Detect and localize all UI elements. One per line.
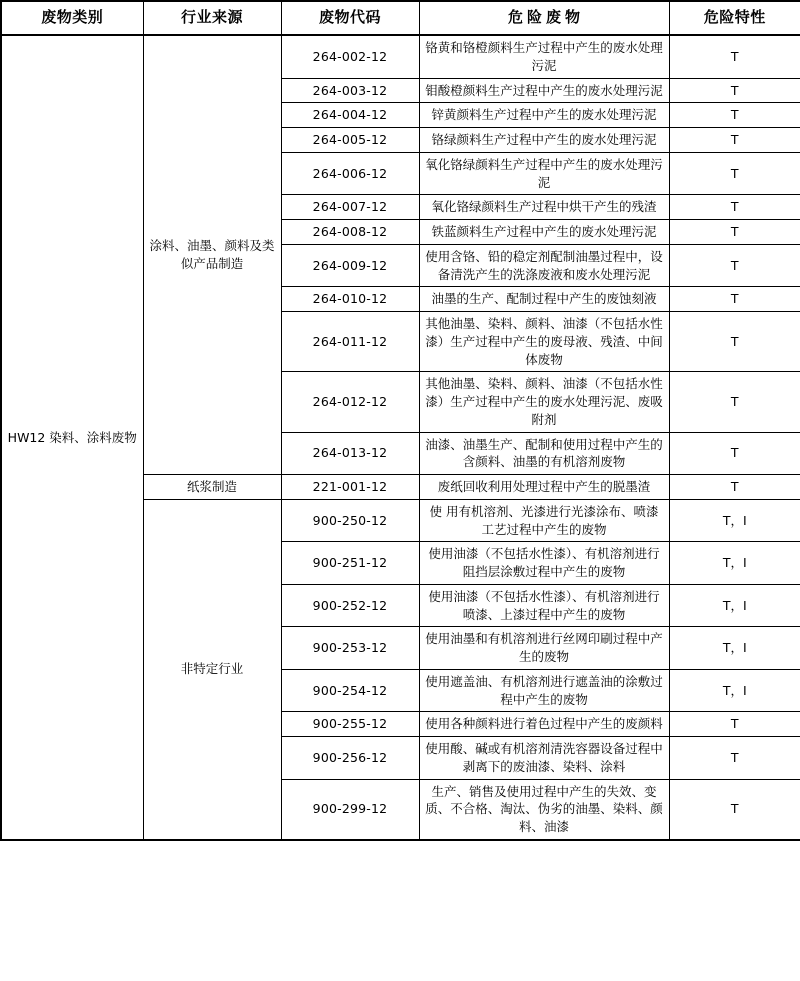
hazard-property-cell: T，I bbox=[669, 627, 800, 670]
hazard-property-cell: T，I bbox=[669, 669, 800, 712]
hazardous-waste-description-cell: 废纸回收利用处理过程中产生的脱墨渣 bbox=[419, 475, 669, 500]
hazard-property-cell: T bbox=[669, 195, 800, 220]
table-header bbox=[1, 1, 800, 35]
column-header-waste-code: 废物代码 bbox=[281, 1, 419, 35]
hazard-property-cell: T bbox=[669, 779, 800, 840]
waste-code-cell: 264-007-12 bbox=[281, 195, 419, 220]
column-header-hazardous-waste: 危险废物 bbox=[419, 1, 669, 35]
waste-code-cell: 264-006-12 bbox=[281, 152, 419, 195]
waste-code-cell: 264-012-12 bbox=[281, 372, 419, 432]
waste-code-cell: 264-011-12 bbox=[281, 312, 419, 372]
hazardous-waste-description-cell: 使用油墨和有机溶剂进行丝网印刷过程中产生的废物 bbox=[419, 627, 669, 670]
column-header-waste-category: 废物类别 bbox=[1, 1, 143, 35]
hazard-property-cell: T，I bbox=[669, 542, 800, 585]
waste-code-cell: 264-005-12 bbox=[281, 128, 419, 153]
table-row bbox=[1, 35, 800, 78]
hazard-property-cell: T bbox=[669, 103, 800, 128]
hazardous-waste-description-cell: 使用含铬、铅的稳定剂配制油墨过程中，设备清洗产生的洗涤废液和废水处理污泥 bbox=[419, 244, 669, 287]
hazard-property-cell: T bbox=[669, 372, 800, 432]
hazardous-waste-description-cell: 氧化铬绿颜料生产过程中产生的废水处理污泥 bbox=[419, 152, 669, 195]
hazard-property-cell: T bbox=[669, 712, 800, 737]
column-header-industry-source: 行业来源 bbox=[143, 1, 281, 35]
hazard-property-cell: T，I bbox=[669, 499, 800, 542]
table-body bbox=[1, 35, 800, 840]
hazard-property-cell: T bbox=[669, 312, 800, 372]
waste-code-cell: 264-009-12 bbox=[281, 244, 419, 287]
hazardous-waste-description-cell: 使用各种颜料进行着色过程中产生的废颜料 bbox=[419, 712, 669, 737]
hazard-property-cell: T，I bbox=[669, 584, 800, 627]
waste-code-cell: 900-250-12 bbox=[281, 499, 419, 542]
waste-code-cell: 221-001-12 bbox=[281, 475, 419, 500]
hazardous-waste-description-cell: 使用油漆（不包括水性漆）、有机溶剂进行喷漆、上漆过程中产生的废物 bbox=[419, 584, 669, 627]
hazard-property-cell: T bbox=[669, 432, 800, 475]
hazardous-waste-description-cell: 铬绿颜料生产过程中产生的废水处理污泥 bbox=[419, 128, 669, 153]
hazardous-waste-description-cell: 油墨的生产、配制过程中产生的废蚀刻液 bbox=[419, 287, 669, 312]
waste-code-cell: 264-003-12 bbox=[281, 78, 419, 103]
industry-source-cell: 涂料、油墨、颜料及类似产品制造 bbox=[143, 35, 281, 475]
hazard-property-cell: T bbox=[669, 287, 800, 312]
waste-code-cell: 900-255-12 bbox=[281, 712, 419, 737]
industry-source-cell: 纸浆制造 bbox=[143, 475, 281, 500]
waste-code-cell: 264-002-12 bbox=[281, 35, 419, 78]
hazardous-waste-description-cell: 使 用有机溶剂、光漆进行光漆涂布、喷漆工艺过程中产生的废物 bbox=[419, 499, 669, 542]
hazardous-waste-description-cell: 锌黄颜料生产过程中产生的废水处理污泥 bbox=[419, 103, 669, 128]
waste-code-cell: 900-254-12 bbox=[281, 669, 419, 712]
column-header-hazard-property: 危险特性 bbox=[669, 1, 800, 35]
hazardous-waste-description-cell: 使用酸、碱或有机溶剂清洗容器设备过程中剥离下的废油漆、染料、涂料 bbox=[419, 737, 669, 780]
hazardous-waste-description-cell: 其他油墨、染料、颜料、油漆（不包括水性漆）生产过程中产生的废母液、残渣、中间体废物 bbox=[419, 312, 669, 372]
hazard-property-cell: T bbox=[669, 475, 800, 500]
waste-category-cell: HW12 染料、涂料废物 bbox=[1, 35, 143, 840]
hazard-property-cell: T bbox=[669, 737, 800, 780]
waste-code-cell: 900-253-12 bbox=[281, 627, 419, 670]
hazard-property-cell: T bbox=[669, 152, 800, 195]
hazardous-waste-description-cell: 铬黄和铬橙颜料生产过程中产生的废水处理污泥 bbox=[419, 35, 669, 78]
hazardous-waste-description-cell: 使用油漆（不包括水性漆）、有机溶剂进行阻挡层涂敷过程中产生的废物 bbox=[419, 542, 669, 585]
hazardous-waste-description-cell: 生产、销售及使用过程中产生的失效、变质、不合格、淘汰、伪劣的油墨、染料、颜料、油漆 bbox=[419, 779, 669, 840]
hazardous-waste-description-cell: 氧化铬绿颜料生产过程中烘干产生的残渣 bbox=[419, 195, 669, 220]
hazardous-waste-description-cell: 铁蓝颜料生产过程中产生的废水处理污泥 bbox=[419, 220, 669, 245]
waste-code-cell: 264-013-12 bbox=[281, 432, 419, 475]
waste-code-cell: 900-251-12 bbox=[281, 542, 419, 585]
hazard-property-cell: T bbox=[669, 220, 800, 245]
industry-source-cell: 非特定行业 bbox=[143, 499, 281, 840]
hazard-property-cell: T bbox=[669, 35, 800, 78]
waste-code-cell: 900-299-12 bbox=[281, 779, 419, 840]
table-header-row bbox=[1, 1, 800, 35]
hazardous-waste-description-cell: 使用遮盖油、有机溶剂进行遮盖油的涂敷过程中产生的废物 bbox=[419, 669, 669, 712]
waste-code-cell: 900-256-12 bbox=[281, 737, 419, 780]
waste-code-cell: 264-004-12 bbox=[281, 103, 419, 128]
waste-code-cell: 900-252-12 bbox=[281, 584, 419, 627]
hazardous-waste-description-cell: 钼酸橙颜料生产过程中产生的废水处理污泥 bbox=[419, 78, 669, 103]
hazard-property-cell: T bbox=[669, 128, 800, 153]
waste-code-cell: 264-010-12 bbox=[281, 287, 419, 312]
hazard-property-cell: T bbox=[669, 244, 800, 287]
hazardous-waste-description-cell: 油漆、油墨生产、配制和使用过程中产生的含颜料、油墨的有机溶剂废物 bbox=[419, 432, 669, 475]
hazard-property-cell: T bbox=[669, 78, 800, 103]
waste-code-cell: 264-008-12 bbox=[281, 220, 419, 245]
hazardous-waste-description-cell: 其他油墨、染料、颜料、油漆（不包括水性漆）生产过程中产生的废水处理污泥、废吸附剂 bbox=[419, 372, 669, 432]
